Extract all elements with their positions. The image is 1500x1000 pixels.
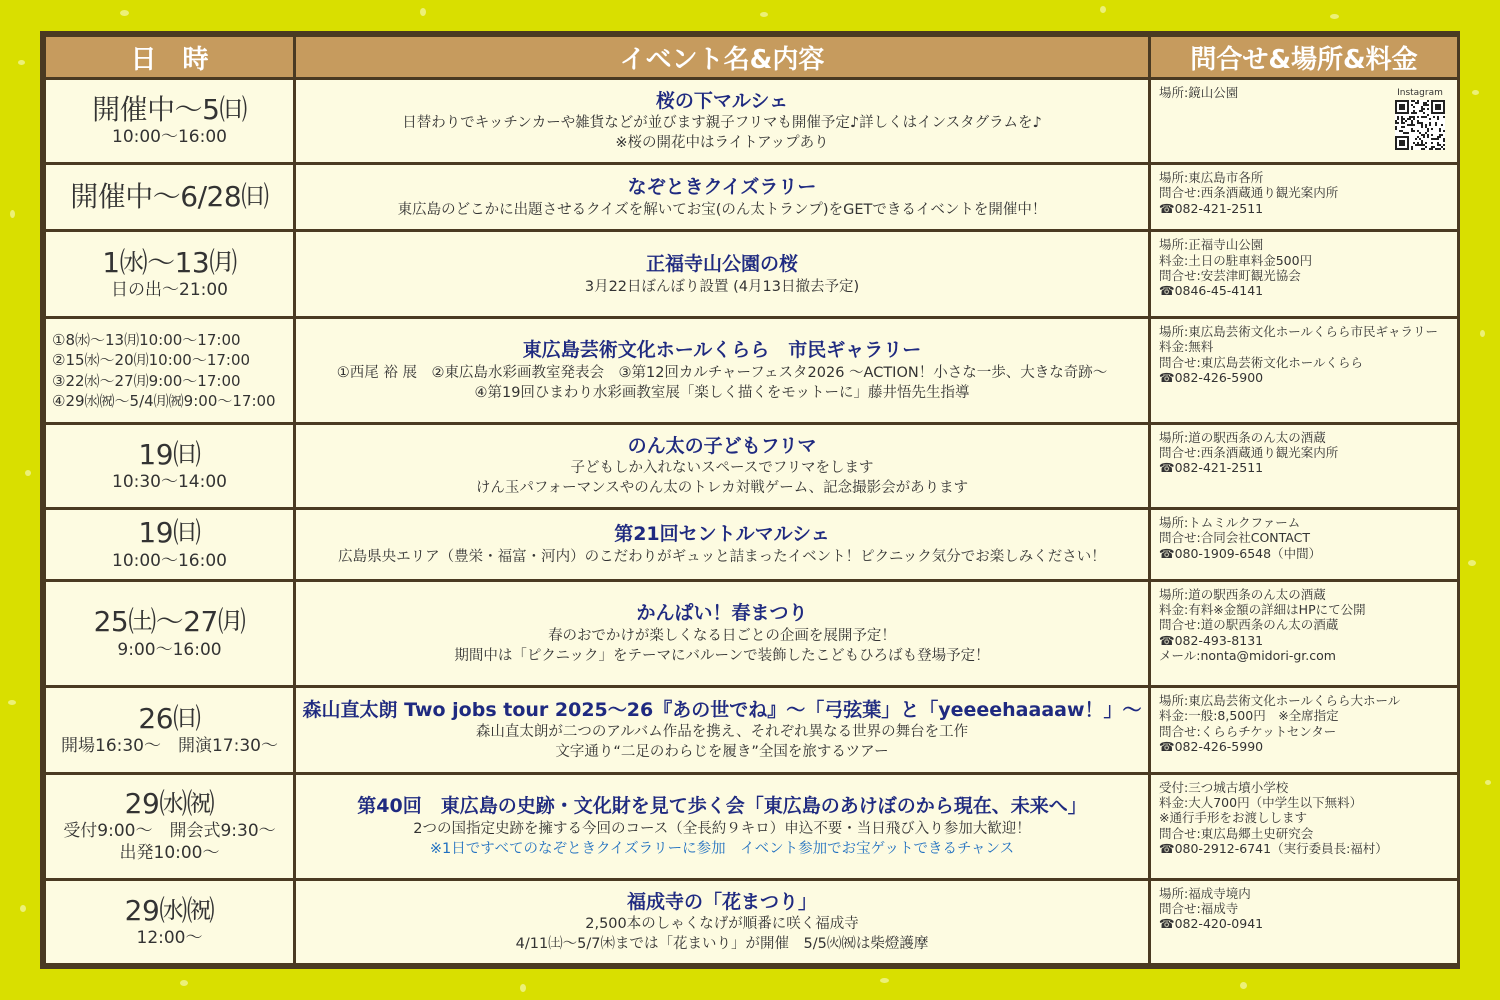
qr-code-icon[interactable] xyxy=(1395,100,1445,150)
table-row xyxy=(46,232,1457,316)
event-description: 3月22日ぼんぼり設置 (4月13日撤去予定) xyxy=(584,278,860,295)
event-description: 子どもしか入れないスペースでフリマをします xyxy=(570,460,874,477)
table-header-row xyxy=(46,37,1457,77)
info-line: ☎080-2912-6741（実行委員長:福村） xyxy=(1159,840,1388,856)
event-cell xyxy=(296,319,1148,422)
date-cell xyxy=(46,319,293,422)
date-main: 開催中〜6/28㈰ xyxy=(70,180,269,214)
date-cell xyxy=(46,582,293,685)
table-row xyxy=(46,80,1457,162)
date-line: ①8㈬〜13㈪10:00〜17:00 xyxy=(52,331,241,350)
event-cell xyxy=(296,881,1148,963)
info-line: 場所:トムミルクファーム xyxy=(1159,515,1301,531)
info-line: 料金:土日の駐車料金500円 xyxy=(1159,252,1313,268)
event-title: 第21回セントルマルシェ xyxy=(614,523,830,546)
date-main: 19㈰ xyxy=(138,437,201,471)
date-time: 受付9:00〜 開会式9:30〜 xyxy=(63,821,276,842)
info-line: 場所:東広島芸術文化ホールくらら大ホール xyxy=(1159,693,1401,709)
table-row xyxy=(46,510,1457,579)
info-line: 場所:鏡山公園 xyxy=(1159,85,1239,100)
info-line: 受付:三つ城古墳小学校 xyxy=(1159,779,1289,795)
date-main: 19㈰ xyxy=(138,516,201,550)
info-line: ☎082-426-5990 xyxy=(1159,738,1264,754)
info-line: ※通行手形をお渡しします xyxy=(1159,810,1307,826)
date-cell xyxy=(46,510,293,579)
event-description: 文字通り“二足のわらじを履き”全国を旅するツアー xyxy=(555,744,889,761)
info-line: 場所:道の駅西条のん太の酒蔵 xyxy=(1159,429,1326,445)
date-main: 29㈬㈷ xyxy=(124,787,215,821)
info-line: 問合せ:安芸津町観光協会 xyxy=(1159,267,1301,283)
event-cell xyxy=(296,232,1148,316)
info-cell xyxy=(1151,582,1457,685)
info-cell xyxy=(1151,510,1457,579)
event-title: なぞときクイズラリー xyxy=(627,175,817,198)
info-cell xyxy=(1151,775,1457,878)
event-description: 2つの国指定史跡を擁する今回のコース（全長約９キロ）申込不要・当日飛び入り参加大歓迎！ xyxy=(413,820,1031,837)
date-cell xyxy=(46,881,293,963)
event-description: ※桜の開花中はライトアップあり xyxy=(615,135,829,152)
date-main: 26㈰ xyxy=(138,701,201,735)
event-description: 春のおでかけが楽しくなる日ごとの企画を展開予定！ xyxy=(548,627,896,644)
info-line: メール:nonta@midori-gr.com xyxy=(1159,647,1336,663)
event-description: 日替わりでキッチンカーや雑貨などが並びます親子フリマも開催予定♪詳しくはインスタグラムを♪ xyxy=(402,115,1042,132)
info-line: 場所:東広島市各所 xyxy=(1159,170,1264,186)
table-row xyxy=(46,688,1457,772)
date-main: 開催中〜5㈰ xyxy=(92,92,247,126)
date-time: 日の出〜21:00 xyxy=(111,280,228,301)
info-line: ☎080-1909-6548（中間） xyxy=(1159,545,1322,561)
event-cell xyxy=(296,510,1148,579)
info-line: 問合せ:道の駅西条のん太の酒蔵 xyxy=(1159,617,1339,633)
date-time: 12:00〜 xyxy=(136,927,203,948)
event-description: ④第19回ひまわり水彩画教室展「楽しく描くをモットーに」藤井悟先生指導 xyxy=(474,384,970,401)
info-line: ☎082-426-5900 xyxy=(1159,369,1264,385)
info-line: 場所:福成寺境内 xyxy=(1159,885,1251,901)
event-description: 東広島のどこかに出題させるクイズを解いてお宝(のん太トランプ)をGETできるイベントを開催中！ xyxy=(397,201,1047,218)
date-main: 25㈯〜27㈪ xyxy=(93,605,246,639)
table-row xyxy=(46,582,1457,685)
info-cell xyxy=(1151,688,1457,772)
date-time: 10:00〜16:00 xyxy=(112,127,227,148)
date-cell xyxy=(46,425,293,507)
info-line: ☎082-421-2511 xyxy=(1159,200,1264,216)
event-title: 東広島芸術文化ホールくらら 市民ギャラリー xyxy=(522,339,922,362)
info-line: 問合せ:東広島芸術文化ホールくらら xyxy=(1159,354,1363,370)
instagram-label: Instagram xyxy=(1397,88,1443,98)
event-description: 2,500本のしゃくなげが順番に咲く福成寺 xyxy=(585,916,859,933)
event-title: のん太の子どもフリマ xyxy=(627,434,817,457)
date-main: 29㈬㈷ xyxy=(124,893,215,927)
info-line: ☎082-493-8131 xyxy=(1159,632,1264,648)
date-cell xyxy=(46,80,293,162)
event-note: ※1日ですべてのなぞときクイズラリーに参加 イベント参加でお宝ゲットできるチャンス xyxy=(429,840,1015,857)
info-line: ☎082-421-2511 xyxy=(1159,460,1264,476)
info-cell xyxy=(1151,232,1457,316)
info-column-header: 問合せ&場所&料金 xyxy=(1151,37,1457,77)
info-line: 料金:大人700円（中学生以下無料） xyxy=(1159,795,1363,811)
date-cell xyxy=(46,165,293,229)
info-line: 場所:正福寺山公園 xyxy=(1159,237,1264,253)
event-cell xyxy=(296,80,1148,162)
event-description: 期間中は「ピクニック」をテーマにバルーンで装飾したこどもひろばも登場予定！ xyxy=(454,647,990,664)
event-cell xyxy=(296,165,1148,229)
event-description: ①西尾 裕 展 ②東広島水彩画教室発表会 ③第12回カルチャーフェスタ2026 〜ACTION！小さな一歩、大きな奇跡〜 xyxy=(336,364,1108,381)
date-cell xyxy=(46,232,293,316)
info-line: 料金:無料 xyxy=(1159,339,1214,355)
event-cell xyxy=(296,688,1148,772)
info-cell xyxy=(1151,165,1457,229)
date-main: 1㈬〜13㈪ xyxy=(102,246,237,280)
event-cell xyxy=(296,582,1148,685)
info-cell xyxy=(1151,80,1457,162)
date-time: 開場16:30〜 開演17:30〜 xyxy=(61,735,278,756)
date-line: ②15㈬〜20㈪10:00〜17:00 xyxy=(52,351,251,370)
date-cell xyxy=(46,688,293,772)
event-title: 森山直太朗 Two jobs tour 2025〜26『あの世でね』〜「弓弦葉」と「yeeeehaaaaw！」〜 xyxy=(302,698,1142,721)
date-time: 10:30〜14:00 xyxy=(112,472,227,493)
date-time: 9:00〜16:00 xyxy=(117,639,222,660)
event-title: 福成寺の「花まつり」 xyxy=(626,890,817,913)
info-cell xyxy=(1151,881,1457,963)
info-line: 料金:一般:8,500円 ※全席指定 xyxy=(1159,708,1339,724)
event-cell xyxy=(296,775,1148,878)
event-description: 4/11㈯〜5/7㈭までは「花まいり」が開催 5/5㈫㈷は柴燈護摩 xyxy=(515,936,929,953)
event-description: けん玉パフォーマンスやのん太のトレカ対戦ゲーム、記念撮影会があります xyxy=(475,480,969,497)
event-description: 広島県央エリア（豊栄・福富・河内）のこだわりがギュッと詰まったイベント！ピクニック気分でお楽しみください！ xyxy=(338,548,1106,565)
instagram-qr[interactable] xyxy=(1395,88,1445,150)
event-description: 森山直太朗が二つのアルバム作品を携え、それぞれ異なる世界の舞台を工作 xyxy=(475,724,969,741)
info-line: 問合せ:くららチケットセンター xyxy=(1159,723,1337,739)
info-line: 問合せ:東広島郷土史研究会 xyxy=(1159,825,1314,841)
table-row xyxy=(46,165,1457,229)
event-column-header: イベント名&内容 xyxy=(296,37,1148,77)
date-line: ③22㈬〜27㈪9:00〜17:00 xyxy=(52,371,241,390)
table-row xyxy=(46,881,1457,963)
info-line: 問合せ:福成寺 xyxy=(1159,901,1239,917)
event-title: 正福寺山公園の桜 xyxy=(645,252,798,275)
date-column-header: 日 時 xyxy=(46,37,293,77)
date-time: 10:00〜16:00 xyxy=(112,550,227,571)
event-title: 第40回 東広島の史跡・文化財を見て歩く会「東広島のあけぼのから現在、未来へ」 xyxy=(357,794,1087,817)
info-cell xyxy=(1151,425,1457,507)
info-line: 場所:道の駅西条のん太の酒蔵 xyxy=(1159,586,1326,602)
info-line: 問合せ:西条酒蔵通り観光案内所 xyxy=(1159,185,1339,201)
table-row xyxy=(46,425,1457,507)
info-line: 料金:有料※金額の詳細はHPにて公開 xyxy=(1159,602,1366,618)
table-row xyxy=(46,319,1457,422)
event-table-frame xyxy=(40,31,1460,969)
event-title: かんぱい！春まつり xyxy=(636,602,808,625)
table-row xyxy=(46,775,1457,878)
info-line: 場所:東広島芸術文化ホールくらら市民ギャラリー xyxy=(1159,324,1438,340)
event-table xyxy=(43,34,1460,966)
event-rows xyxy=(46,80,1457,963)
info-line: ☎0846-45-4141 xyxy=(1159,283,1264,299)
date-time: 出発10:00〜 xyxy=(119,843,220,864)
event-title: 桜の下マルシェ xyxy=(655,89,789,112)
date-line: ④29㈬㈷〜5/4㈪㈷9:00〜17:00 xyxy=(52,391,276,410)
info-line: 問合せ:西条酒蔵通り観光案内所 xyxy=(1159,445,1339,461)
info-line: 問合せ:合同会社CONTACT xyxy=(1159,530,1310,546)
info-line: ☎082-420-0941 xyxy=(1159,916,1264,932)
info-cell xyxy=(1151,319,1457,422)
event-cell xyxy=(296,425,1148,507)
date-cell xyxy=(46,775,293,878)
